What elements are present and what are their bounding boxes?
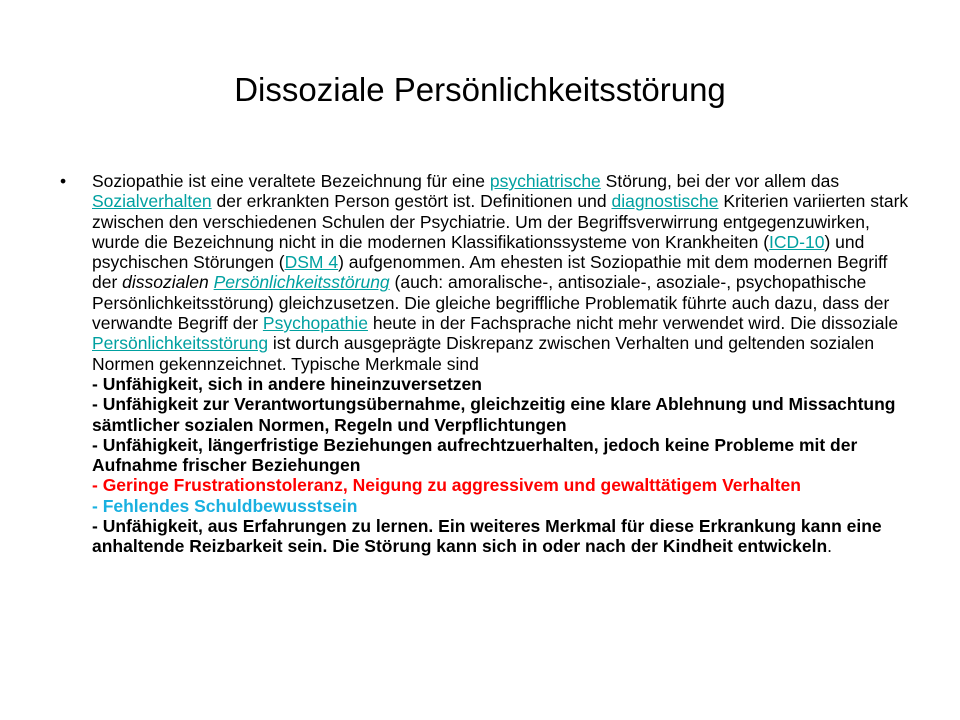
- wiki-link-sozialverhalten[interactable]: Sozialverhalten: [92, 191, 212, 212]
- feature-item: [92, 435, 910, 476]
- bullet-item: [60, 171, 910, 557]
- feature-item: [92, 496, 910, 516]
- feature-text: - Unfähigkeit, längerfristige Beziehungen aufrechtzuerhalten, jedoch keine Probleme mit der Aufnahme frischer Beziehungen: [92, 434, 858, 476]
- paragraph-text: ist durch ausgeprägte Diskrepanz zwischen Verhalten und geltenden sozialen Normen gekennzeichnet. Typische Merkmale sind: [92, 333, 875, 374]
- feature-text: - Geringe Frustrationstoleranz, Neigung zu aggressivem und gewalttätigem Verhalten: [92, 475, 801, 496]
- paragraph-text: heute in der Fachsprache nicht mehr verwendet wird. Die dissoziale: [367, 313, 899, 334]
- paragraph-text: der erkrankten Person gestört ist. Definitionen und: [211, 191, 612, 212]
- paragraph-text: Kriterien variierten stark zwischen den verschiedenen Schulen der Psychiatrie. Um der Begriffsverwirrung entgegenzuwirken, wurde die Bezeichnung nicht in die modernen Klassifikationssysteme von Krankheiten (: [92, 191, 909, 252]
- feature-item: [92, 394, 910, 435]
- intro-paragraph: [92, 171, 910, 374]
- wiki-link-dsm-4[interactable]: DSM 4: [284, 252, 339, 273]
- bullet-icon: •: [60, 171, 67, 191]
- paragraph-text: Störung, bei der vor allem das: [600, 171, 840, 191]
- feature-text: - Unfähigkeit, aus Erfahrungen zu lernen. Ein weiteres Merkmal für diese Erkrankung kann eine anhaltende Reizbarkeit sein. Die Störung kann sich in oder nach der Kindheit entwickeln: [92, 516, 882, 557]
- paragraph-text: ) und psychischen Störungen (: [92, 231, 865, 273]
- final-period: .: [827, 536, 833, 557]
- italic-text: dissozialen: [122, 272, 209, 293]
- wiki-link-diagnostische[interactable]: diagnostische: [611, 191, 719, 212]
- feature-text: - Unfähigkeit zur Verantwortungsübernahme, gleichzeitig eine klare Ablehnung und Missachtung sämtlicher sozialen Normen, Regeln und Verpflichtungen: [92, 394, 896, 435]
- paragraph-text: ) aufgenommen. Am ehesten ist Soziopathie mit dem modernen Begriff der: [92, 252, 888, 293]
- slide-content: [60, 171, 910, 557]
- paragraph-text: Soziopathie ist eine veraltete Bezeichnung für eine: [92, 171, 490, 191]
- feature-list: [92, 374, 910, 557]
- wiki-link-persönlichkeitsstörung[interactable]: Persönlichkeitsstörung: [92, 333, 269, 354]
- wiki-link-psychiatrische[interactable]: psychiatrische: [489, 171, 601, 191]
- wiki-link-persönlichkeitsstörung[interactable]: Persönlichkeitsstörung: [213, 272, 390, 293]
- feature-item: [92, 475, 910, 495]
- slide-title: Dissoziale Persönlichkeitsstörung: [234, 71, 726, 108]
- wiki-link-psychopathie[interactable]: Psychopathie: [262, 313, 368, 334]
- wiki-link-icd-10[interactable]: ICD-10: [769, 231, 825, 252]
- feature-text: - Fehlendes Schuldbewusstsein: [92, 495, 358, 516]
- feature-item: [92, 516, 910, 557]
- paragraph-text: (auch: amoralische-, antisoziale-, asoziale-, psychopathische Persönlichkeitsstörung) gleichzusetzen. Die gleiche begriffliche Problematik führte auch dazu, dass der verwandte Begriff der: [92, 272, 890, 334]
- feature-item: [92, 374, 910, 394]
- feature-text: - Unfähigkeit, sich in andere hineinzuversetzen: [92, 373, 482, 394]
